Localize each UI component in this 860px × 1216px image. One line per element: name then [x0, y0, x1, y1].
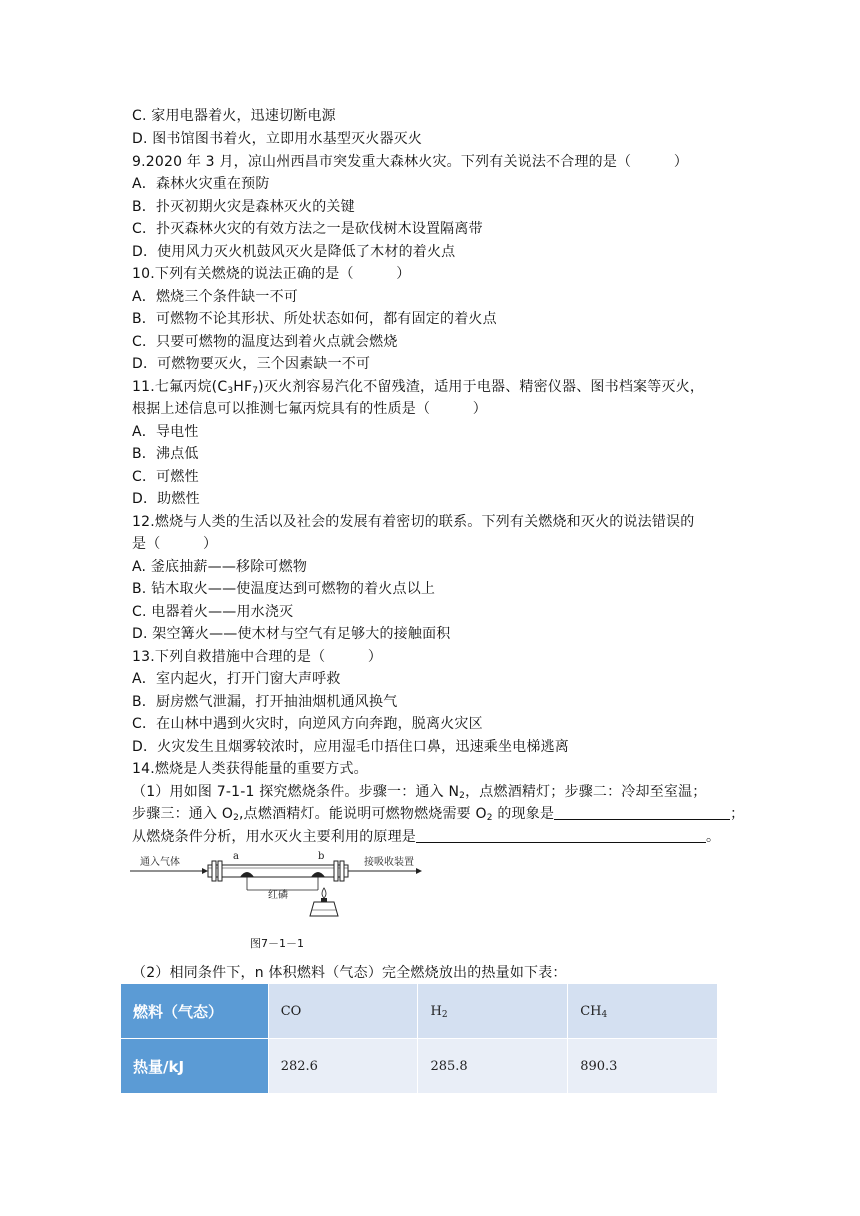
option-line: A. 釜底抽薪——移除可燃物 — [132, 559, 308, 575]
option-line: C. 电器着火——用水浇灭 — [132, 604, 294, 620]
question-14-part1-cont: 步骤三：通入 $O_2$,点燃酒精灯。能说明可燃物燃烧需要 $O_2$ 的现象是 ； — [132, 806, 745, 823]
option-line: D. 架空篝火——使木材与空气有足够大的接触面积 — [132, 626, 451, 642]
label-a: a — [233, 851, 239, 862]
option-line: B．沸点低 — [132, 446, 199, 462]
question-14: 14.燃烧是人类获得能量的重要方式。 — [132, 761, 368, 777]
outlet-label: 接吸收装置 — [364, 857, 414, 868]
question-11-cont: 根据上述信息可以推测七氟丙烷具有的性质是（ ） — [132, 401, 487, 417]
option-line: D．火灾发生且烟雾较浓时，应用湿毛巾捂住口鼻，迅速乘坐电梯逃离 — [132, 739, 569, 755]
option-line: A．室内起火，打开门窗大声呼救 — [132, 671, 341, 687]
table-header-cell: 燃料（气态） — [121, 984, 269, 1039]
question-13: 13.下列自救措施中合理的是（ ） — [132, 649, 383, 665]
flame-icon — [322, 888, 326, 898]
option-line: C．扑灭森林火灾的有效方法之一是砍伐树木设置隔离带 — [132, 221, 483, 237]
fuel-heat-table — [120, 983, 718, 1094]
option-line: B．扑灭初期火灾是森林灭火的关键 — [132, 199, 355, 215]
table-cell: 285.8 — [418, 1039, 568, 1094]
table-row — [121, 984, 718, 1039]
question-14-part1-cont2: 从燃烧条件分析，用水灭火主要利用的原理是 。 — [132, 829, 721, 845]
phosphorus-label: 红磷 — [268, 890, 288, 901]
question-12: 12.燃烧与人类的生活以及社会的发展有着密切的联系。下列有关燃烧和灭火的说法错误的 — [132, 514, 695, 530]
option-line: A．森林火灾重在预防 — [132, 176, 270, 192]
option-line: D．可燃物要灭火，三个因素缺一不可 — [132, 356, 371, 372]
option-line: D. 图书馆图书着火，立即用水基型灭火器灭火 — [132, 131, 423, 147]
table-cell: $CH_4$ — [568, 984, 718, 1039]
question-11: 11.七氟丙烷$(C_3HF_7)$灭火剂容易汽化不留残渣，适用于电器、精密仪器、图书档案等灭火， — [132, 379, 705, 396]
option-line: C．可燃性 — [132, 469, 199, 485]
option-line: B. 钻木取火——使温度达到可燃物的着火点以上 — [132, 581, 436, 597]
option-line: C. 家用电器着火，迅速切断电源 — [132, 108, 336, 124]
label-b: b — [318, 851, 325, 862]
option-line: D．使用风力灭火机鼓风灭火是降低了木材的着火点 — [132, 244, 456, 260]
option-line: B．可燃物不论其形状、所处状态如何，都有固定的着火点 — [132, 311, 497, 327]
option-line: C．只要可燃物的温度达到着火点就会燃烧 — [132, 334, 398, 350]
answer-blank[interactable] — [416, 828, 706, 843]
table-header-cell: 热量/kJ — [121, 1039, 269, 1094]
option-line: B．厨房燃气泄漏，打开抽油烟机通风换气 — [132, 694, 398, 710]
option-line: D．助燃性 — [132, 491, 200, 507]
figure-caption: 图7－1－1 — [250, 937, 304, 950]
table-row — [121, 1039, 718, 1094]
option-line: C．在山林中遇到火灾时，向逆风方向奔跑，脱离火灾区 — [132, 716, 483, 732]
question-9: 9.2020 年 3 月，凉山州西昌市突发重大森林火灾。下列有关说法不合理的是（ ） — [132, 154, 689, 170]
question-12-cont: 是（ ） — [132, 536, 218, 552]
answer-blank[interactable] — [554, 805, 730, 820]
option-line: A．导电性 — [132, 424, 199, 440]
table-cell: CO — [268, 984, 418, 1039]
table-cell: 282.6 — [268, 1039, 418, 1094]
question-10: 10.下列有关燃烧的说法正确的是（ ） — [132, 266, 411, 282]
question-14-part2: （2）相同条件下，n 体积燃料（气态）完全燃烧放出的热量如下表： — [132, 965, 567, 981]
question-14-part1: （1）用如图 7-1-1 探究燃烧条件。步骤一：通入 $N_2$，点燃酒精灯；步骤二：冷却至室温； — [132, 784, 707, 801]
alcohol-lamp-icon — [310, 902, 338, 916]
option-line: A．燃烧三个条件缺一不可 — [132, 289, 298, 305]
table-cell: 890.3 — [568, 1039, 718, 1094]
table-cell: $H_2$ — [418, 984, 568, 1039]
inlet-label: 通入气体 — [140, 857, 180, 868]
